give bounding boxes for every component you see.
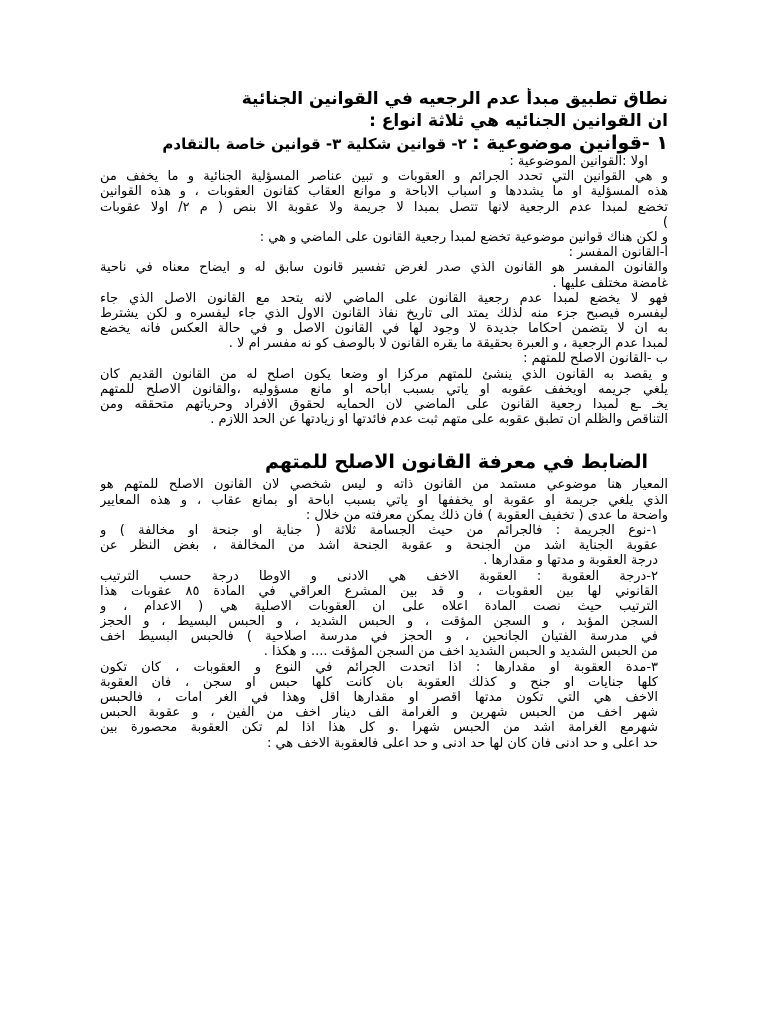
paragraph-line: والقانون المفسر هو القانون الذي صدر لغرض تفسير قانون سابق له و ايضاح معناه في ناحية [100,260,668,276]
list-item-line: ٣-مدة العقوبة او مقدارها : اذا اتحدت الجرائم في النوع و العقوبات ، كأن تكون [100,659,658,675]
paragraph-line: لمبدا عدم الرجعية ، و العبرة بحقيقة ما يقره القانون لا بالوصف كو نه مفسر ام لا . [228,336,668,352]
paragraph-line: و يقصد به القانون الذي ينشئ للمتهم مركزا او وضعا يكون اصلح له من القانون القديم كأن [100,366,668,382]
list-item-line: كلها جنايات او جنح و كذلك العقوبة بان كانت كلها حبس او سجن ، فان العقوبة [100,674,658,690]
paragraph-line: المعيار هنا موضوعي مستمد من القانون ذاته و ليس شخصي لان القانون الاصلح للمتهم هو [100,477,668,493]
list-item-line: ١-نوع الجريمة : فالجرائم من حيث الجسامة ثلاثة ( جناية او جنحة او مخالفة ) و [100,522,658,538]
paragraph-line: ) [662,214,668,230]
list-item-line: الاخف هي التي تكون مدتها اقصر او مقدارها اقل وهذا في الغر امات ، فالحبس [100,690,658,705]
paragraph-line: و هي القوانين التي تحدد الجرائم و العقوبات و تبين عناصر المسؤلية الجنائية و ما يخفف من [100,169,668,185]
list-item-line: عقوبة الجناية اشد من الجنحة و عقوبة الجنحة اشد من المخالفة ، بغض النظر عن [100,538,658,554]
law-types-line [100,132,668,154]
paragraph-line: أ-القانون المفسر : [568,245,668,261]
paragraph-line: به ان لا يتضمن احكاما جديدة لا وجود لها في القانون الاصل و في حالة العكس فانه يخضع [100,321,668,337]
doc-title: نطاق تطبيق مبدأ عدم الرجعيه في القوانين الجنائية [241,89,668,109]
doc-subtitle: ان القوانين الجنائيه هي ثلاثة انواع : [369,111,668,131]
list-item-line: القانوني لها بين العقوبات ، و قد بين المشرع العراقي في المادة ٨٥ عقوبات هذا [100,583,658,599]
paragraph-line: تخضع لمبدا عدم الرجعية لانها تتصل بمبدا لا جريمة ولا عقوبة الا بنص ( م ٢/ اولا عقوبات [100,199,668,215]
list-item-line: شهرمع الغرامة اشد من الحبس شهرا .و كل هذا اذا لم تكن العقوبة محصورة بين [100,720,658,736]
paragraph-line: ليفسره فيصبح جزء منه لذلك يمتد الى تاريخ نفاذ القانون الاول الذي جاء ليفسره و لكن يشترط [100,305,668,321]
paragraph-line: واضحة ما عدى ( تخفيف العقوبة ) فان ذلك يمكن معرفته من خلال : [305,507,668,523]
paragraph-line: هذه المسؤلية او ما يشددها و اسباب الاباحة و موانع العقاب كقانون العقوبات ، و هذه القوانين [100,184,668,200]
paragraph-line: يخـ ـع لمبدا رجعية القانون على الماضي لان الحمايه لحقوق الافراد وحرياتهم متحققه ومن [100,397,668,412]
list-item-line: السجن المؤبد ، و السجن المؤقت ، و الحبس الشديد ، و الحبس البسيط ، و الحجز [100,614,658,630]
list-item-line: من الحبس الشديد و الحبس الشديد اخف من السجن المؤقت .... و هكذا . [263,644,658,660]
paragraph-line: اولا :القوانين الموضوعية : [509,154,648,169]
section-heading: الضابط في معرفة القانون الاصلح للمتهم [264,451,648,474]
list-item-line: درجة العقوبة و مدتها و مقدارها . [483,553,658,569]
law-types-rest: ٢- قوانين شكلية ٣- قوانين خاصة بالتقادم [162,135,472,153]
section-substantive-laws [100,154,668,427]
paragraph-line: و لكن هناك قوانين موضوعية تخضع لمبدأ رجعية القانون على الماضي و هي : [259,229,668,245]
law-types-main: ١ -قوانين موضوعية : [472,132,668,154]
section-better-law-criterion [100,477,668,750]
paragraph-line: فهو لا يخضع لمبدا عدم رجعية القانون على الماضي لانه يتحد مع القانون الاصل الذي جاء [100,290,668,306]
list-item-line: شهر اخف من الحبس شهرين و الغرامة الف دينار اخف من الفين ، و عقوبة الحبس [100,705,658,721]
paragraph-line: يلغي جريمه اويخفف عقوبه او ياتي بسبب اباحه او مانع مسؤوليه ،والقانون الاصلح للمتهم [100,381,668,397]
paragraph-line: ب -القانون الاصلح للمتهم : [523,351,668,367]
list-item-line: الترتيب حيث نصت المادة اعلاه على ان العقوبات الاصلية هي ( الاعدام ، و [100,598,658,614]
list-item-line: في مدرسة الفتيان الجانحين ، و الحجز في مدرسة اصلاحية ) فالحبس البسيط اخف [100,629,658,645]
paragraph-line: غامضة مختلف عليها . [552,275,668,291]
list-item-line: حد اعلى و حد ادنى فان كان لها حد ادنى و حد اعلى فالعقوبة الاخف هي : [266,735,658,751]
list-item-line: ٢-درجة العقوبة : العقوبة الاخف هي الادنى و الاوطأ درجة حسب الترتيب [100,568,658,584]
paragraph-line: التناقص والظلم ان تطبق عقوبه على متهم ثبت عدم فائدتها او زيادتها عن الحد اللازم . [210,412,668,428]
paragraph-line: الذي يلغي جريمة او عقوبة او يخففها او ياتي بسبب اباحة او بمانع عقاب ، و هذه المعايير [100,492,668,508]
